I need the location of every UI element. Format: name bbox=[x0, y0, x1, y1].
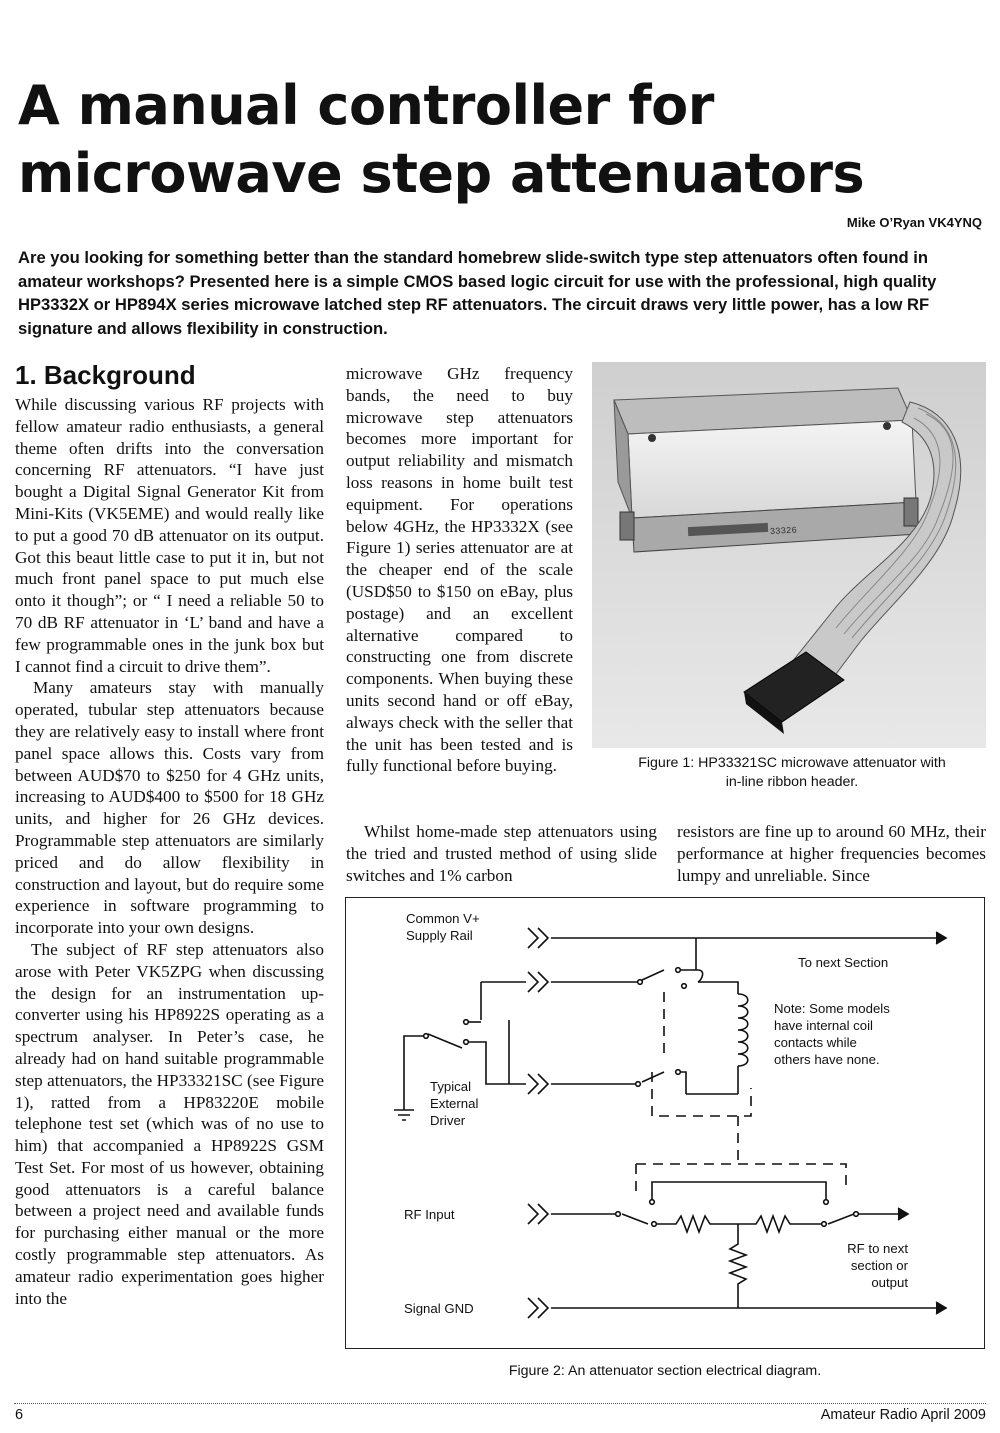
figure-2-diagram bbox=[345, 897, 985, 1349]
rf-out-line-3: output bbox=[871, 1275, 908, 1290]
figure-1-photo bbox=[592, 362, 986, 748]
figure-2-caption: Figure 2: An attenuator section electrical diagram. bbox=[508, 1363, 822, 1379]
col1-paragraph-1: While discussing various RF projects with fellow amateur radio enthusiasts, a general theme often drifts into the conversation concerning RF attenuators. “I have just bought a Digital Signal Generator Kit from Mini-Kits (VK5EME) and would really like to put a good 70 dB attenuator on its output. Got this beaut little case to put it in, but not much front panel space to put much else onto it though”; or “ I need a reliable 50 to 70 dB RF attenuator in ‘L’ band and have a few programmable ones in the junk box but I cannot find a circuit to drive them”. bbox=[15, 395, 324, 676]
rf-out-line-2: section or bbox=[850, 1258, 908, 1273]
col2-paragraph-1: microwave GHz frequency bands, the need to buy microwave step attenuators becomes more important for output reliability and mismatch loss reasons in home built test equipment. For operations below 4GHz, the HP3332X (see Figure 1) series attenuator are at the cheaper end of the scale (USD$50 to $150 on eBay, plus postage) and an excellent alternative compared to constructing one from discrete components. When buying these units second hand or off eBay, always check with the seller that the unit has been tested and is fully functional before buying. bbox=[346, 364, 573, 776]
label-external-driver bbox=[430, 1078, 478, 1129]
title-line-1: A manual controller for bbox=[18, 74, 714, 137]
column-3 bbox=[677, 821, 986, 886]
label-next-section: To next Section bbox=[798, 955, 889, 970]
note-line-1: Note: Some models bbox=[774, 1001, 890, 1016]
attenuator-photo-illustration bbox=[592, 362, 986, 748]
column-2-lower bbox=[346, 821, 657, 886]
figure-1-caption-line-2: in-line ribbon header. bbox=[725, 774, 859, 790]
label-rf-output bbox=[836, 1240, 908, 1291]
footer-rule bbox=[14, 1403, 986, 1404]
article-title bbox=[18, 72, 978, 208]
note-line-3: contacts while bbox=[774, 1035, 857, 1050]
col1-paragraph-2: Many amateurs stay with manually operated, tubular step attenuators because they are relatively easy to install where front panel space allows this. Costs vary from between AUD$70 to $250 for 4 GHz units, increasing to AUD$400 to $500 for 18 GHz units, and higher for 26 GHz devices. Programmable step attenuators are similarly priced and do allow flexibility in construction and layout, but do require some experience in software programming to incorporate into your own designs. bbox=[15, 678, 324, 938]
note-line-2: have internal coil bbox=[774, 1018, 873, 1033]
supply-label-line-1: Common V+ bbox=[406, 911, 480, 926]
column-2 bbox=[346, 363, 573, 777]
section-heading: 1. Background bbox=[15, 360, 196, 390]
figure-1-caption bbox=[600, 754, 984, 792]
figure-1-caption-line-1: Figure 1: HP33321SC microwave attenuator with bbox=[638, 755, 946, 771]
driver-line-1: Typical bbox=[430, 1079, 472, 1094]
col2-paragraph-2: Whilst home-made step attenuators using the tried and trusted method of using slide switches and 1% carbon bbox=[346, 822, 657, 885]
attenuator-model-label: 33326 bbox=[769, 525, 798, 537]
page-number: 6 bbox=[15, 1407, 24, 1423]
driver-line-2: External bbox=[430, 1096, 479, 1111]
title-line-2: microwave step attenuators bbox=[18, 142, 865, 205]
rf-out-line-1: RF to next bbox=[847, 1241, 908, 1256]
label-signal-gnd: Signal GND bbox=[404, 1301, 474, 1316]
col3-paragraph-1: resistors are fine up to around 60 MHz, their performance at higher frequencies becomes lumpy and unreliable. Since bbox=[677, 822, 986, 885]
article-abstract: Are you looking for something better than the standard homebrew slide-switch type step attenuators often found in amateur workshops? Presented here is a simple CMOS based logic circuit for use with the professional, high quality HP3332X or HP894X series microwave latched step RF attenuators. The circuit draws very little power, has a low RF signature and allows flexibility in construction. bbox=[18, 248, 937, 338]
label-rf-input: RF Input bbox=[404, 1207, 455, 1222]
col1-paragraph-3: The subject of RF step attenuators also arose with Peter VK5ZPG when discussing the design for an instrumentation up-converter using his HP8922S operating as a spectrum analyser. In Peter’s case, he already had on hand suitable programmable step attenuators, the HP33321SC (see Figure 1), ratted from a HP83220E mobile telephone test set (which was of no use to him) that accompanied a HP8922S GSM Test Set. For most of us however, obtaining good attenuators is a careful balance between a project need and available funds for purchasing either manual or the more costly programmable step attenuators. As amateur radio experimentation goes higher into the bbox=[15, 939, 324, 1308]
supply-label-line-2: Supply Rail bbox=[406, 928, 473, 943]
driver-line-3: Driver bbox=[430, 1113, 466, 1128]
author-byline: Mike O’Ryan VK4YNQ bbox=[846, 215, 982, 230]
supply-rail-line bbox=[528, 928, 548, 948]
note-line-4: others have none. bbox=[774, 1052, 880, 1067]
column-1 bbox=[15, 394, 324, 1309]
label-supply-rail bbox=[406, 910, 480, 944]
journal-name: Amateur Radio April 2009 bbox=[820, 1407, 986, 1423]
label-note bbox=[774, 1000, 890, 1068]
